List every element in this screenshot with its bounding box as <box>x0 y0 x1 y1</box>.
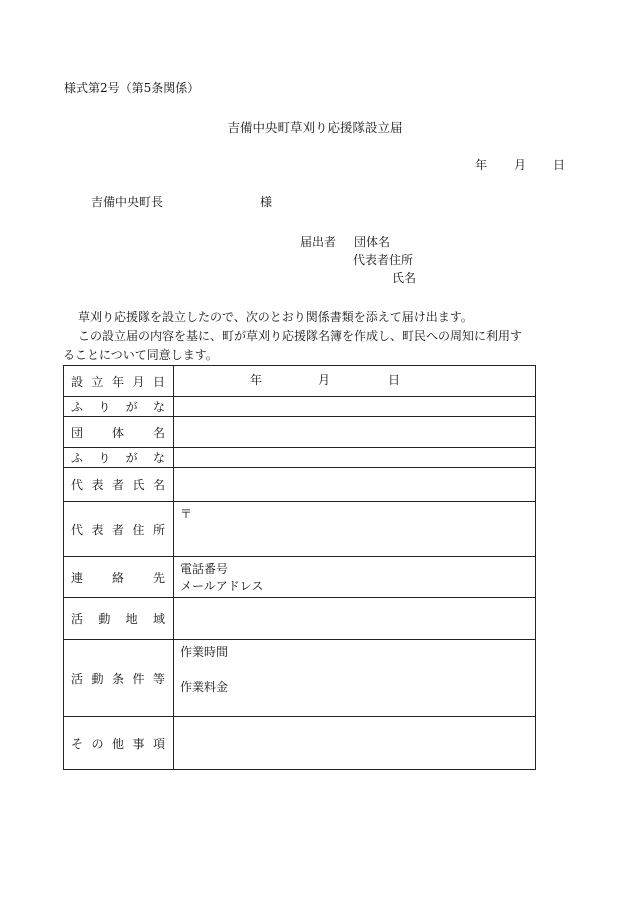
applicant-label: 届出者 <box>300 235 337 249</box>
row-furigana-rep <box>64 448 536 468</box>
postal-mark: 〒 <box>180 507 193 521</box>
row-other <box>64 717 536 770</box>
date-day-label: 日 <box>553 158 566 172</box>
row-area <box>64 598 536 640</box>
row-furigana-group <box>64 397 536 417</box>
group-name-field[interactable] <box>174 417 536 448</box>
contact-field[interactable] <box>174 557 536 598</box>
email-label: メールアドレス <box>180 579 264 594</box>
work-hours-label: 作業時間 <box>180 645 229 659</box>
row-conditions <box>64 640 536 717</box>
addressee-name: 吉備中央町長 <box>91 195 164 209</box>
work-fee-label: 作業料金 <box>180 680 229 695</box>
body-paragraph-line-1: 草刈り応援隊を設立したので、次のとおり関係書類を添えて届け出ます。 <box>78 310 473 324</box>
rep-name-field[interactable] <box>174 468 536 502</box>
established-month-label: 月 <box>318 373 331 388</box>
phone-label: 電話番号 <box>180 562 229 576</box>
furigana-group-field[interactable] <box>174 397 536 417</box>
rep-address-field[interactable] <box>174 502 536 557</box>
document-title: 吉備中央町草刈り応援隊設立届 <box>227 120 403 135</box>
rep-address-label: 代 表 者 住 所 <box>64 502 174 557</box>
row-group-name <box>64 417 536 448</box>
applicant-rep-address-label: 代表者住所 <box>353 253 414 267</box>
area-field[interactable] <box>174 598 536 640</box>
row-established-date <box>64 366 536 397</box>
furigana-group-label: ふ り が な <box>64 397 174 417</box>
area-label: 活 動 地 域 <box>64 598 174 640</box>
row-rep-address <box>64 502 536 557</box>
established-date-field[interactable] <box>174 366 536 397</box>
contact-label: 連 絡 先 <box>64 557 174 598</box>
body-paragraph-line-3: ることについて同意します。 <box>63 348 218 362</box>
date-month-label: 月 <box>514 158 527 172</box>
furigana-rep-label: ふ り が な <box>64 448 174 468</box>
row-rep-name <box>64 468 536 502</box>
body-paragraph-line-2: この設立届の内容を基に、町が草刈り応援隊名簿を作成し、町民への周知に利用す <box>78 329 523 343</box>
applicant-rep-name-label: 氏名 <box>392 271 417 285</box>
group-name-label: 団 体 名 <box>64 417 174 448</box>
applicant-group-name-label: 団体名 <box>354 235 391 249</box>
date-year-label: 年 <box>475 158 488 172</box>
established-year-label: 年 <box>250 373 263 388</box>
rep-name-label: 代 表 者 氏 名 <box>64 468 174 502</box>
row-contact <box>64 557 536 598</box>
established-day-label: 日 <box>388 373 401 388</box>
form-number: 様式第2号（第5条関係） <box>64 81 200 95</box>
conditions-label: 活 動 条 件 等 <box>64 640 174 717</box>
established-date-label: 設 立 年 月 日 <box>64 366 174 397</box>
conditions-field[interactable] <box>174 640 536 717</box>
other-field[interactable] <box>174 717 536 770</box>
addressee-honorific: 様 <box>260 195 273 209</box>
furigana-rep-field[interactable] <box>174 448 536 468</box>
application-table <box>63 365 536 770</box>
other-label: そ の 他 事 項 <box>64 717 174 770</box>
